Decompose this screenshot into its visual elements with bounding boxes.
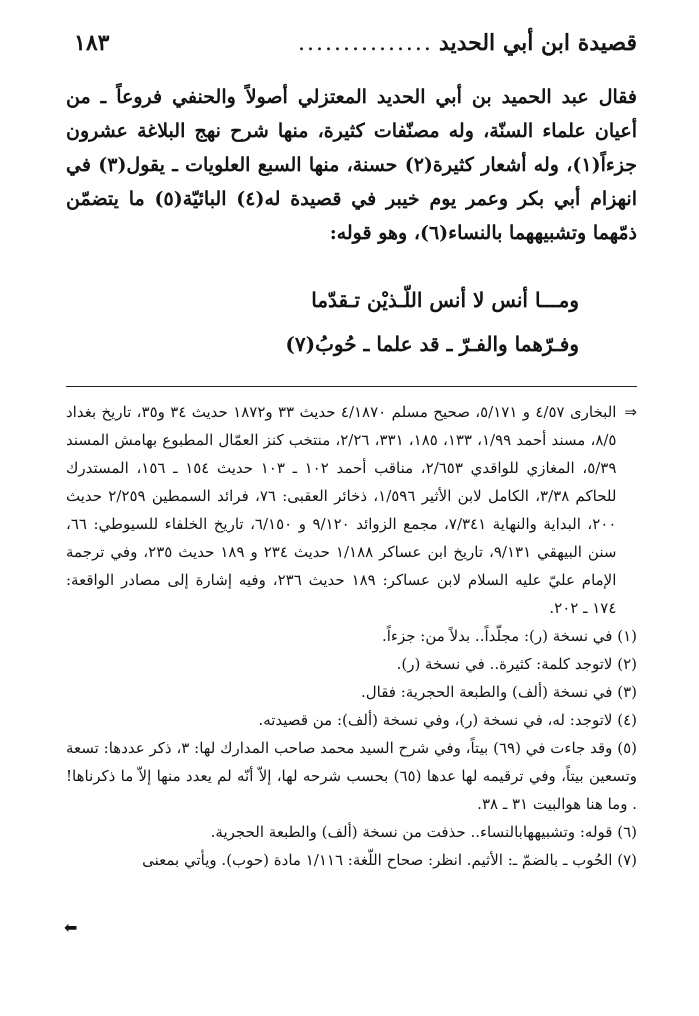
leader-dots: ............... <box>298 31 433 56</box>
body-paragraph: فقال عبد الحميد بن أبي الحديد المعتزلي أصولاً والحنفي فروعاً ـ من أعيان علماء السنّة، وله مصنّفات كثيرة، منها شرح نهج البلاغة عشرون جزءاً(١)، وله أشعار كثيرة(٢) حسنة، منها السبع العلويات ـ يقول(٣) في انهزام أبي بكر وعمر يوم خيبر في قصيدة له(٤) البائيّة(٥) ما يتضمّن ذمّهما وتشبيههما بالنساء(٦)، وهو قوله: <box>66 86 638 244</box>
poem-hemistich-1: ومـــا أنس لا أنس اللّـذيْن تـقدّما <box>311 288 579 312</box>
footnote-1: (١) في نسخة (ر): مجلّداً.. بدلاً من: جزءاً. <box>381 627 637 645</box>
footnote-continuation <box>66 398 637 622</box>
footnote-2: (٢) لاتوجد كلمة: كثيرة.. في نسخة (ر). <box>396 655 637 673</box>
continued-arrow-icon: ⬅ <box>64 918 78 937</box>
running-header <box>74 30 637 60</box>
footnote-5: (٥) وقد جاءت في (٦٩) بيتاً، وفي شرح السيد محمد صاحب المدارك لها: ٣، ذكر عددها: تسعة وتسعين بيتاً، وفي ترقيمه لها عدها (٦٥) بحسب شرحه لها، إلاّ أنّه لم يعدد منها إلاّ ما ذكرناها! . وما هنا هوالبيت ٣١ ـ ٣٨. <box>66 739 637 813</box>
footnotes <box>66 398 637 874</box>
footnote-continuation-text: البخارى ٤/٥٧ و ٥/١٧١، صحيح مسلم ٤/١٨٧٠ حديث ٣٣ و١٨٧٢ حديث ٣٤ و٣٥، تاريخ بغداد ٨/٥، مسند أحمد ١/٩٩، ١٣٣، ١٨٥، ٣٣١، ٢/٢٦، منتخب كنز العمّال المطبوع بهامش المسند ٥/٣٩، المغازي للواقدي ٢/٦٥٣، مناقب أحمد ١٠٢ ـ ١٠٣ حديث ١٥٤ ـ ١٥٦، المستدرك للحاكم ٣/٣٨، الكامل لابن الأثير ١/٥٩٦، ذخائر العقبى: ٧٦، فرائد السمطين ٢/٢٥٩ حديث ٢٠٠، البداية والنهاية ٧/٣٤١، مجمع الزوائد ٩/١٢٠ و ٦/١٥٠، تاريخ الخلفاء للسيوطي: ٦٦، سنن البيهقي ٩/١٣١، تاريخ ابن عساكر ١/١٨٨ حديث ٢٣٤ و ١٨٩ حديث ٢٣٥، وفي ترجمة الإمام عليّ عليه السلام لابن عساكر: ١٨٩ حديث ٢٣٦، وفيه إشارة إلى مصادر الواقعة: ١٧٤ ـ ٢٠٢. <box>66 403 617 617</box>
footnote-3: (٣) في نسخة (ألف) والطبعة الحجرية: فقال. <box>360 683 637 701</box>
continuation-arrow-icon: ⇒ <box>624 403 637 421</box>
footnote-7: (٧) الحُوب ـ بالضمّ ـ: الأثيم. انظر: صحاح اللّغة: ١/١١٦ مادة (حوب). ويأتي بمعنى <box>142 851 637 869</box>
footnote-6: (٦) قوله: وتشبيههابالنساء.. حذفت من نسخة (ألف) والطبعة الحجرية. <box>210 823 637 841</box>
running-title: قصيدة ابن أبي الحديد <box>438 30 637 56</box>
main-text <box>66 80 637 250</box>
footnote-divider <box>66 386 637 387</box>
footnote-4: (٤) لاتوجد: له، في نسخة (ر)، وفي نسخة (ألف): من قصيدته. <box>258 711 637 729</box>
poem-hemistich-2: وفـرّهما والفـرّ ـ قد علما ـ حُوبُ(٧) <box>285 332 579 356</box>
page-number: ١٨٣ <box>74 30 110 56</box>
